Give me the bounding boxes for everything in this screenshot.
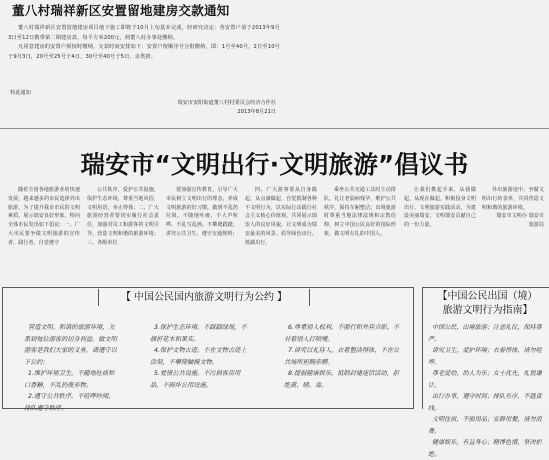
overseas-item: 出行办事，遵守时间；排队有序，不越黄线。 — [428, 393, 542, 412]
domestic-item: 1.维护环境卫生。不随地吐痰和口香糖，不乱扔废弃物。 — [24, 370, 115, 389]
domestic-item: 7.讲究以礼待人。衣着整洁得体，不在公共场所袒胸赤膊。 — [284, 347, 400, 366]
proposal-signature: 瑞安市文明办 瑞安市旅游局 — [496, 213, 544, 229]
overseas-title-line: 旅游文明行为指南】 — [442, 304, 533, 316]
notice-signature: 瑞安市安阳街道董八村村委员会经济合作社 — [177, 100, 276, 106]
domestic-item: 6.尊重别人权利。不强行和外宾合影，不对着别人打喷嚏。 — [284, 324, 400, 343]
proposal-column — [166, 186, 238, 286]
proposal-text: 随着全国各地旅游业的快速发展，越来越多的市民选择外出旅游。为了提升我市市民的文明素质，展示瑞安良好形象，特向全体市民发出如下倡议：一、广大市民要争做文明旅游的宣传者、践行者，自觉遵守 — [8, 187, 80, 246]
proposal-column — [482, 186, 544, 286]
domestic-item: 5.爱惜公共设施。不污损客房用品，不损坏公用设施。 — [150, 370, 241, 389]
overseas-guide-body — [428, 322, 547, 458]
overseas-item: 中国公民，出境旅游；注意礼仪，保持尊严。 — [428, 324, 542, 343]
proposal-text: 外出旅游途中，争做文明出行的表率，共同营造文明和谐的旅游环境。 — [482, 187, 544, 211]
domestic-convention-title — [98, 289, 310, 306]
overseas-item: 文明住宿，不损用品；安静用餐，请勿浪费。 — [428, 416, 542, 435]
proposal-text: 公共秩序，爱护公共设施，保护生态环境，尊重当地风俗，文明用语，举止得体；二、广大旅游经营者要切实履行社会责任，加强对员工和游客的文明引导，营造文明和谐的旅游环境；三、各级单位 — [87, 187, 159, 246]
bracket-close: 】 — [277, 292, 287, 303]
domestic-column — [24, 322, 118, 412]
overseas-item: 健康娱乐，有益身心；赌博色情，坚决拒绝。 — [428, 439, 542, 458]
domestic-item: 2.遵守公共秩序。不喧哗吵闹，排队遵守秩序。 — [24, 393, 115, 412]
notice-date: 2013年8月21日 — [237, 109, 276, 115]
overseas-item: 讲究卫生，爱护环境；衣着得体，请勿喧哗。 — [428, 347, 542, 366]
notice-title: 董八村瑞祥新区安置留地建房交款通知 — [12, 3, 230, 18]
domestic-item: 8.提倡健康娱乐。抵制封建迷信活动，拒绝黄、赌、毒。 — [284, 370, 400, 389]
section-divider — [0, 128, 549, 129]
domestic-column — [150, 322, 250, 406]
notice-closing: 特此通知 — [10, 90, 31, 96]
proposal-text: 乘坐公共交通工具时主动排队，礼让老弱病残孕，维护公共秩序，保持车厢整洁；出境旅游时尊重当地法律法规和宗教信仰，树立中国公民良好的国际形象，做文明有礼的中国人。 — [324, 187, 396, 237]
proposal-text: 四、广大游客要从自身做起，从点滴做起，自觉抵制各种不文明行为，以实际行动践行社会主义核心价值观，共同展示瑞安人的良好风貌，让文明成为瑞安最美的风景。倡导绿色出行、低碳出行， — [245, 187, 317, 246]
domestic-title-text: 中国公民国内旅游文明行为公约 — [134, 292, 274, 303]
proposal-text: 让我们携起手来，从我做起，从现在做起，积极投身文明出行、文明旅游实践活动，为建设美丽瑞安、文明瑞安贡献自己的一份力量。 — [404, 187, 476, 229]
domestic-item: 营造文明、和谐的旅游环境，关系到每位游客的切身利益。做文明游客是我们大家的义务，请遵守以下公约： — [24, 324, 117, 366]
proposal-column — [8, 186, 80, 286]
domestic-item: 3.保护生态环境。不踩踏绿地，不摘折花木和果实。 — [150, 324, 247, 343]
proposal-column — [404, 186, 476, 286]
proposal-column — [324, 186, 396, 286]
bracket-open: 【 — [121, 292, 131, 303]
proposal-headline: 瑞安市“文明出行·文明旅游”倡议书 — [80, 150, 469, 179]
notice-paragraph: 董八村瑞祥新区安置留地建房项目地下施工即将于10月上旬基本完成，经研究决定：各安置户请于2013年9月3日至12日携带第二期建房款，每平方米200元，到董八村办事处缴纳。 — [8, 25, 280, 41]
notice-paragraph: 凡同意建房的安置户须按时缴纳，交款时间安排如下：安置户按顺序号分批缴纳，即：1号至40号，2日至10号于9月3日，20号至25号于4日，30号至40号于5日，余类推。 — [8, 44, 280, 61]
proposal-column — [87, 186, 159, 286]
proposal-column — [245, 186, 317, 286]
proposal-text: 要加强宣传教育，引导广大市民树立文明出行的理念，养成文明旅游的好习惯，做到不乱扔垃圾、不随地吐痰、不大声喧哗、不乱写乱画、不攀爬践踏，讲究公共卫生，遵守交通规则； — [166, 187, 238, 237]
overseas-guide-title — [426, 290, 549, 317]
overseas-title-line: 【中国公民出国（境） — [437, 291, 538, 302]
domestic-column — [284, 322, 404, 406]
overseas-item: 尊老爱幼，助人为乐；女士优先，礼貌谦让。 — [428, 370, 542, 389]
notice-body — [8, 24, 280, 63]
domestic-item: 4.保护文物古迹。不在文物古迹上涂刻，不攀爬触摸文物。 — [150, 347, 247, 366]
